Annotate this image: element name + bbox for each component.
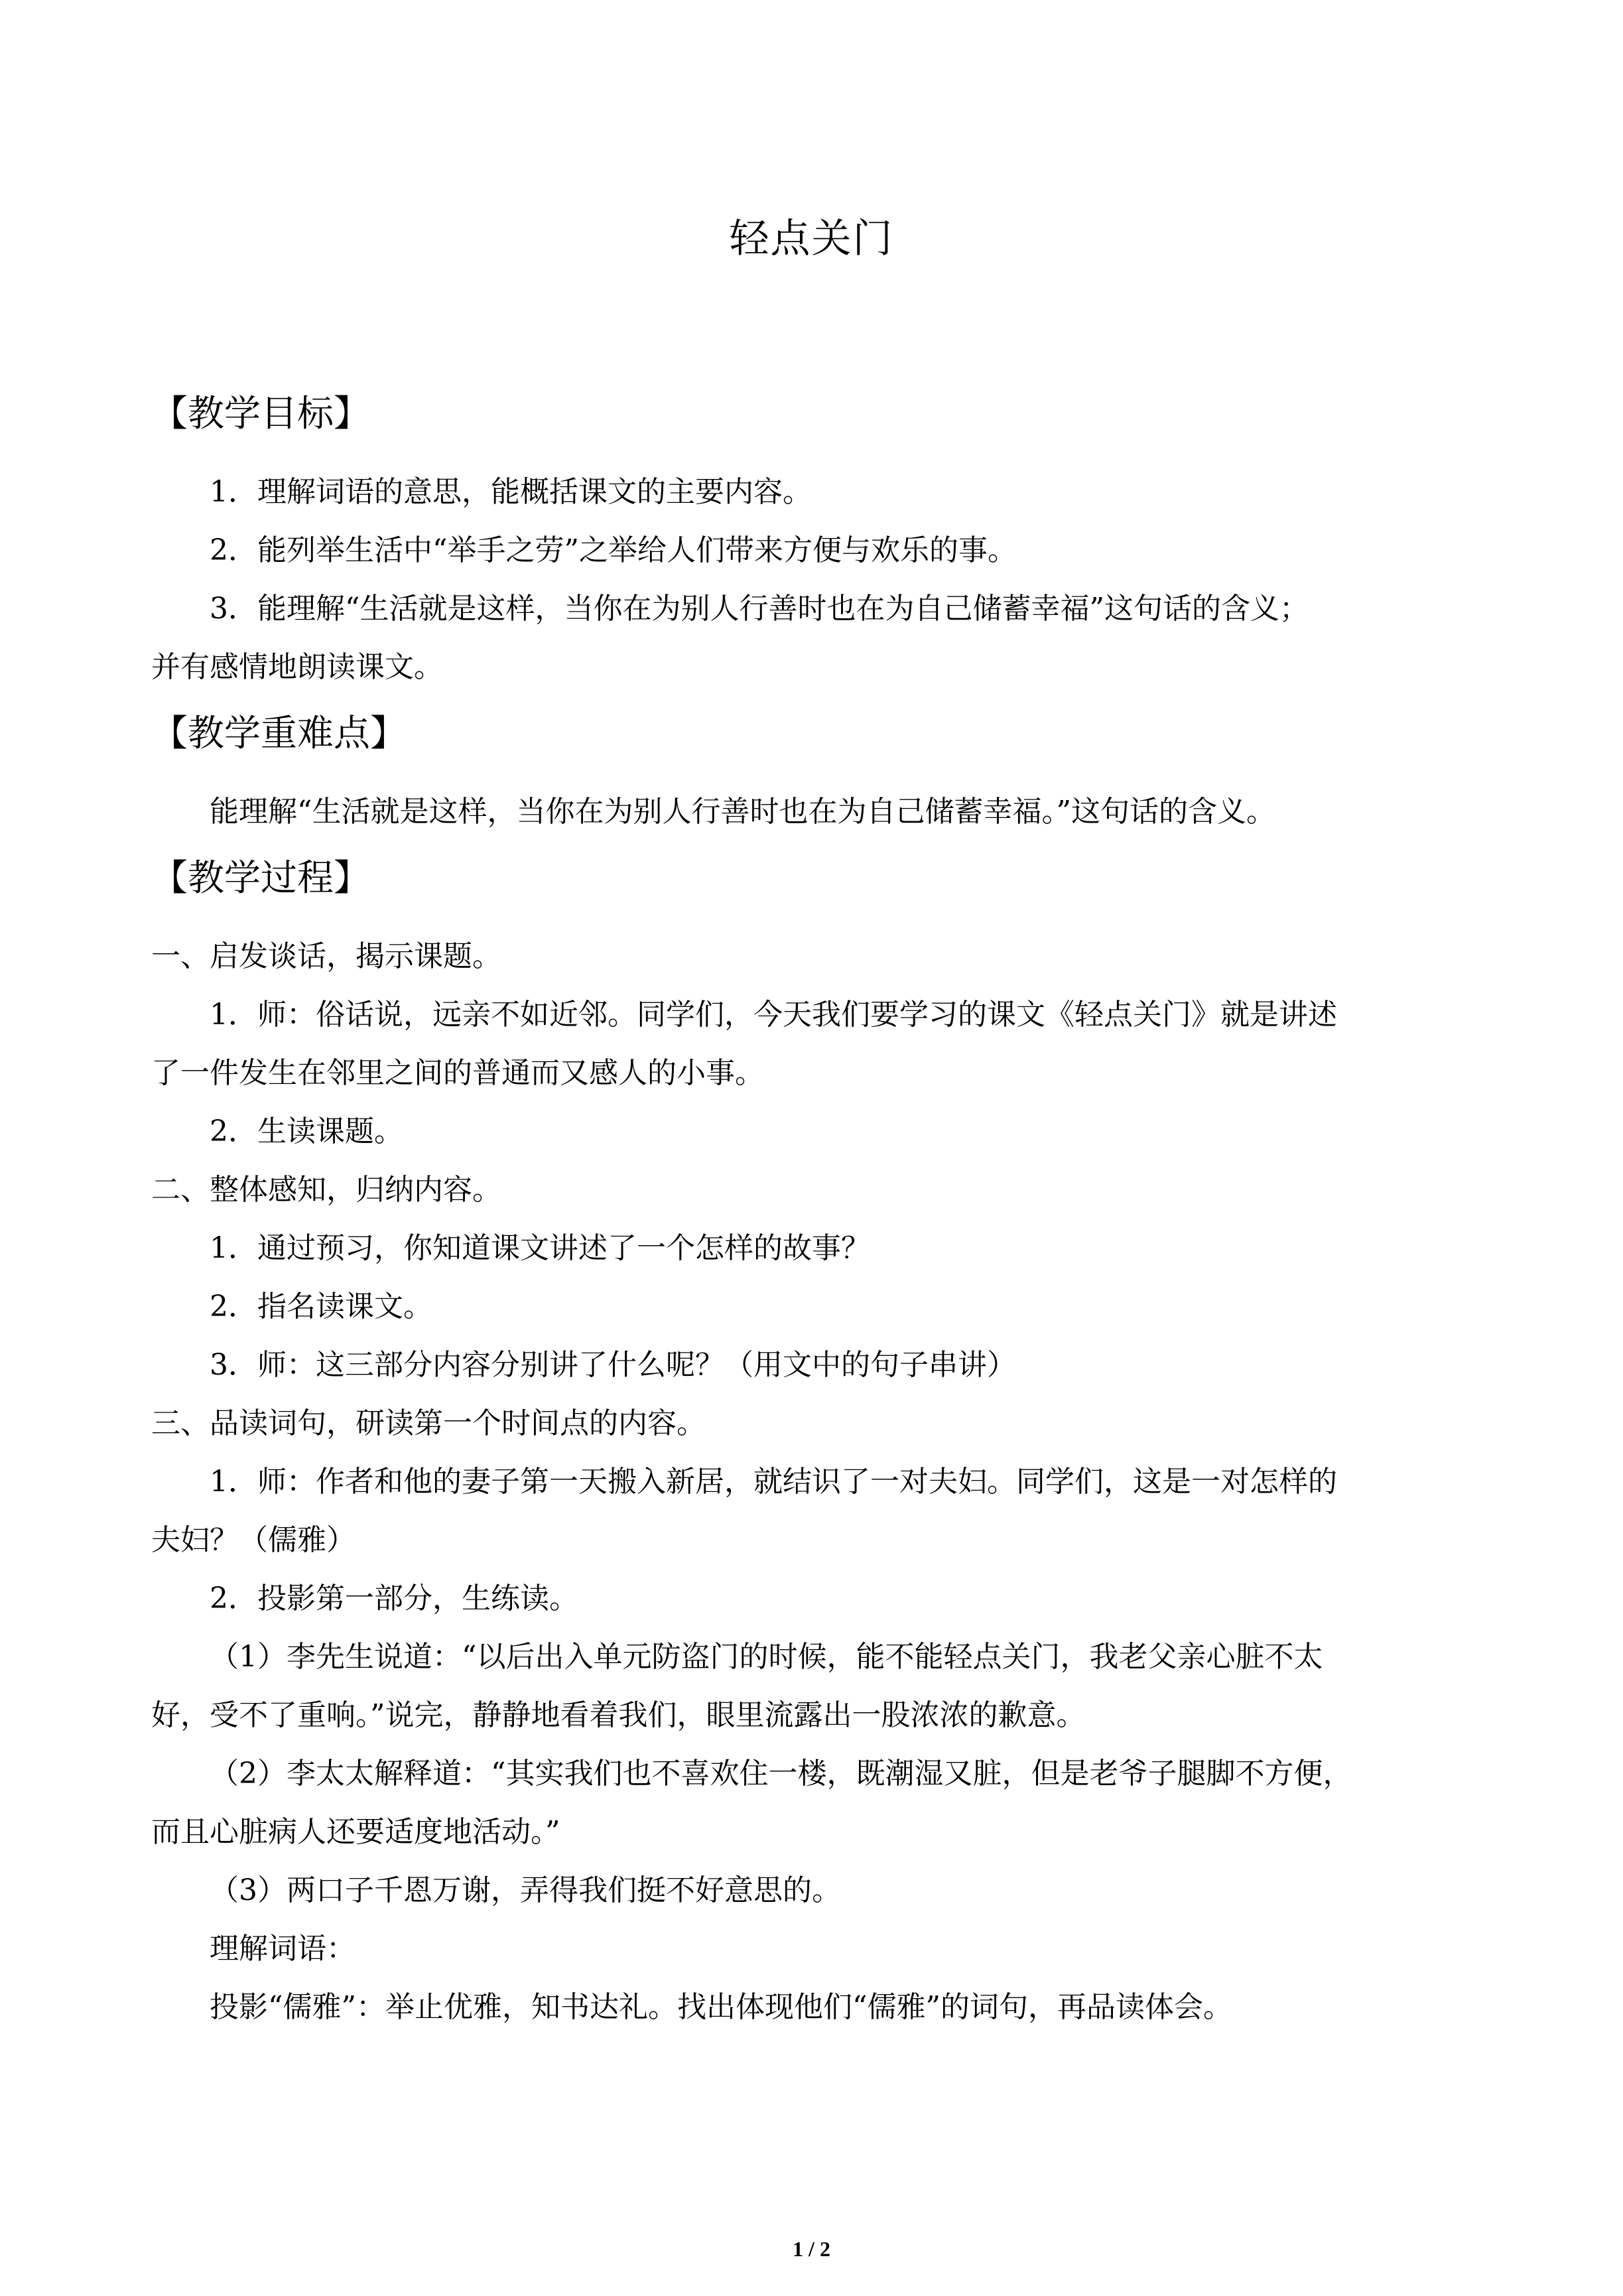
process-line: 投影“儒雅”：举止优雅，知书达礼。找出体现他们“儒雅”的词句，再品读体会。 (210, 1990, 1232, 2024)
process-line: 1．通过预习，你知道课文讲述了一个怎样的故事？ (210, 1231, 870, 1265)
process-quote: （3）两口子千恩万谢，弄得我们挺不好意思的。 (210, 1873, 841, 1907)
objective-item-2: 2．能列举生活中“举手之劳”之举给人们带来方便与欢乐的事。 (210, 533, 1017, 567)
process-quote: （2）李太太解释道：“其实我们也不喜欢住一楼，既潮湿又脏，但是老爷子腿脚不方便， (210, 1757, 1352, 1790)
spacer (151, 914, 1471, 927)
section-heading-objectives: 【教学目标】 (151, 392, 371, 435)
process-line: 夫妇？（儒雅） (151, 1523, 356, 1557)
section-heading-process: 【教学过程】 (151, 856, 371, 899)
process-quote: 而且心脏病人还要适度地活动。” (151, 1815, 560, 1849)
spacer (151, 450, 1471, 463)
process-line: 理解词语： (210, 1932, 356, 1966)
objective-item-3: 3．能理解“生活就是这样，当你在为别人行善时也在为自己储蓄幸福”这句话的含义； (210, 592, 1309, 626)
document-body (151, 377, 1471, 2037)
process-step-heading: 三、品读词句，研读第一个时间点的内容。 (151, 1406, 706, 1440)
process-step-heading: 二、整体感知，归纳内容。 (151, 1173, 501, 1207)
process-line: 2．生读课题。 (210, 1114, 403, 1148)
process-line: 3．师：这三部分内容分别讲了什么呢？（用文中的句子串讲） (210, 1348, 1016, 1382)
page-number: 1 / 2 (793, 2237, 830, 2261)
process-line: 2．投影第一部分，生练读。 (210, 1582, 578, 1615)
process-quote: 好，受不了重响。”说完，静静地看着我们，眼里流露出一股浓浓的歉意。 (151, 1698, 1086, 1732)
objective-item-3-cont: 并有感情地朗读课文。 (151, 650, 443, 684)
process-line: 1．师：作者和他的妻子第一天搬入新居，就结识了一对夫妇。同学们，这是一对怎样的 (210, 1465, 1337, 1499)
spacer (151, 770, 1471, 783)
process-line: 了一件发生在邻里之间的普通而又感人的小事。 (151, 1056, 764, 1090)
objective-item-1: 1．理解词语的意思，能概括课文的主要内容。 (210, 475, 812, 509)
process-step-heading: 一、启发谈话，揭示课题。 (151, 939, 501, 973)
key-points-text: 能理解“生活就是这样，当你在为别人行善时也在为自己储蓄幸福。”这句话的含义。 (210, 795, 1275, 829)
process-line: 2．指名读课文。 (210, 1290, 432, 1323)
section-heading-key-points: 【教学重难点】 (151, 712, 407, 754)
process-line: 1．师：俗话说，远亲不如近邻。同学们，今天我们要学习的课文《轻点关门》就是讲述 (210, 998, 1337, 1032)
document-title: 轻点关门 (729, 216, 894, 262)
process-quote: （1）李先生说道：“以后出入单元防盗门的时候，能不能轻点关门，我老父亲心脏不太 (210, 1640, 1323, 1674)
